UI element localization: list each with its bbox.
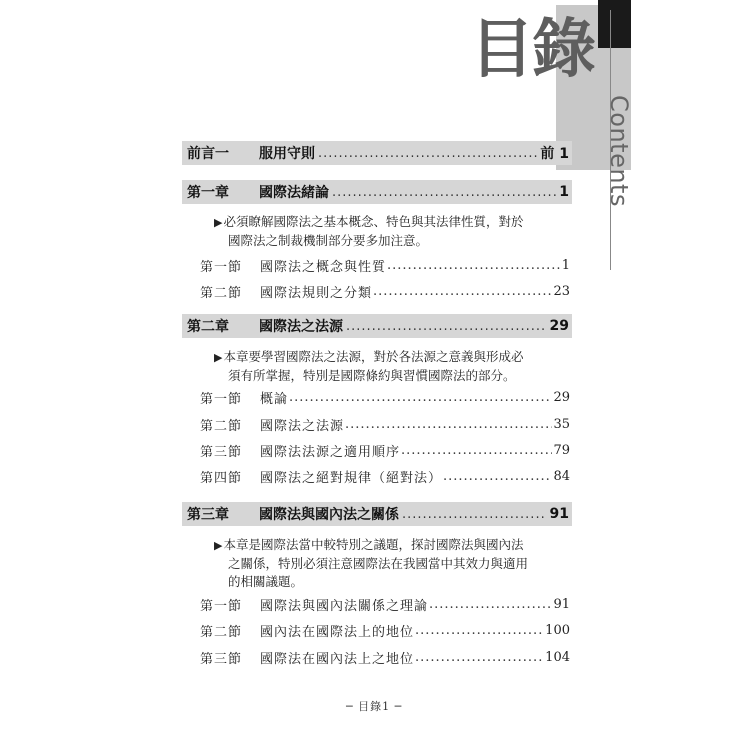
toc-section-row[interactable] bbox=[200, 594, 570, 614]
chapter-page: 1 bbox=[559, 184, 569, 200]
section-title: 概論 bbox=[260, 391, 289, 407]
chapter-2-note bbox=[214, 348, 564, 385]
toc-section-row[interactable] bbox=[200, 255, 570, 275]
note-line: 的相關議題。 bbox=[228, 574, 304, 589]
chapter-page: 29 bbox=[549, 318, 569, 334]
chapter-3-note bbox=[214, 536, 564, 591]
page-footer: ─ 目錄1 ─ bbox=[346, 700, 403, 713]
chapter-page: 91 bbox=[549, 506, 569, 522]
arrow-right-icon: ▶ bbox=[214, 216, 223, 229]
section-number: 第二節 bbox=[200, 624, 243, 640]
dot-leader bbox=[415, 623, 544, 638]
arrow-right-icon: ▶ bbox=[214, 539, 223, 552]
dot-leader bbox=[401, 443, 552, 458]
note-line: 本章要學習國際法之法源，對於各法源之意義與形成必 bbox=[223, 349, 524, 364]
toc-section-row[interactable] bbox=[200, 387, 570, 407]
chapter-label: 第三章 bbox=[187, 507, 229, 523]
toc-section-row[interactable] bbox=[200, 414, 570, 434]
toc-section-row[interactable] bbox=[200, 466, 570, 486]
note-line: 必須瞭解國際法之基本概念、特色與其法律性質，對於 bbox=[223, 214, 524, 229]
section-title: 國際法之概念與性質 bbox=[260, 259, 387, 275]
dot-leader bbox=[402, 507, 547, 522]
section-page: 23 bbox=[553, 283, 570, 299]
toc-section-row[interactable] bbox=[200, 620, 570, 640]
section-title: 國際法之絕對規律（絕對法） bbox=[260, 470, 443, 486]
dot-leader bbox=[373, 284, 552, 299]
chapter-label: 第二章 bbox=[187, 319, 229, 335]
section-number: 第一節 bbox=[200, 391, 243, 407]
preface-label: 前言一 bbox=[187, 146, 229, 162]
section-title: 國際法在國內法上之地位 bbox=[260, 651, 415, 667]
dot-leader bbox=[346, 319, 547, 334]
section-number: 第四節 bbox=[200, 470, 243, 486]
dot-leader bbox=[332, 185, 556, 200]
section-number: 第三節 bbox=[200, 651, 243, 667]
section-page: 35 bbox=[553, 416, 570, 432]
toc-chapter-2-bar[interactable] bbox=[182, 314, 572, 338]
section-title: 國內法在國際法上的地位 bbox=[260, 624, 415, 640]
preface-page: 前 1 bbox=[540, 146, 569, 162]
section-title: 國際法法源之適用順序 bbox=[260, 444, 401, 460]
note-line: 之關係，特別必須注意國際法在我國當中其效力與適用 bbox=[228, 556, 529, 571]
dot-leader bbox=[443, 469, 552, 484]
dot-leader bbox=[318, 146, 537, 161]
arrow-right-icon: ▶ bbox=[214, 351, 223, 364]
contents-side-label: Contents bbox=[605, 95, 633, 207]
chapter-title: 國際法之法源 bbox=[259, 319, 343, 335]
chapter-1-note bbox=[214, 213, 564, 250]
toc-section-row[interactable] bbox=[200, 281, 570, 301]
toc-preface-bar[interactable] bbox=[182, 141, 572, 165]
section-number: 第二節 bbox=[200, 285, 243, 301]
note-line: 國際法之制裁機制部分要多加注意。 bbox=[228, 233, 429, 248]
chapter-title: 國際法與國內法之關係 bbox=[259, 507, 399, 523]
chapter-label: 第一章 bbox=[187, 185, 229, 201]
note-line: 須有所掌握，特別是國際條約與習慣國際法的部分。 bbox=[228, 368, 516, 383]
dot-leader bbox=[345, 417, 552, 432]
section-number: 第一節 bbox=[200, 259, 243, 275]
section-number: 第二節 bbox=[200, 418, 243, 434]
dot-leader bbox=[387, 258, 561, 273]
note-line: 本章是國際法當中較特別之議題，探討國際法與國內法 bbox=[223, 537, 524, 552]
section-page: 100 bbox=[545, 622, 570, 638]
toc-section-row[interactable] bbox=[200, 440, 570, 460]
toc-chapter-1-bar[interactable] bbox=[182, 180, 572, 204]
section-title: 國際法與國內法關係之理論 bbox=[260, 598, 429, 614]
section-page: 1 bbox=[561, 257, 570, 273]
section-number: 第一節 bbox=[200, 598, 243, 614]
section-page: 104 bbox=[545, 649, 570, 665]
section-number: 第三節 bbox=[200, 444, 243, 460]
toc-section-row[interactable] bbox=[200, 647, 570, 667]
page-title: 目錄 bbox=[470, 12, 594, 87]
toc-chapter-3-bar[interactable] bbox=[182, 502, 572, 526]
section-page: 79 bbox=[553, 442, 570, 458]
section-page: 29 bbox=[553, 389, 570, 405]
header-black-tab bbox=[598, 0, 631, 48]
section-title: 國際法規則之分類 bbox=[260, 285, 373, 301]
dot-leader bbox=[429, 597, 552, 612]
section-title: 國際法之法源 bbox=[260, 418, 345, 434]
chapter-title: 國際法緒論 bbox=[259, 185, 329, 201]
dot-leader bbox=[415, 650, 544, 665]
section-page: 84 bbox=[553, 468, 570, 484]
dot-leader bbox=[289, 390, 552, 405]
section-page: 91 bbox=[553, 596, 570, 612]
preface-title: 服用守則 bbox=[259, 146, 315, 162]
